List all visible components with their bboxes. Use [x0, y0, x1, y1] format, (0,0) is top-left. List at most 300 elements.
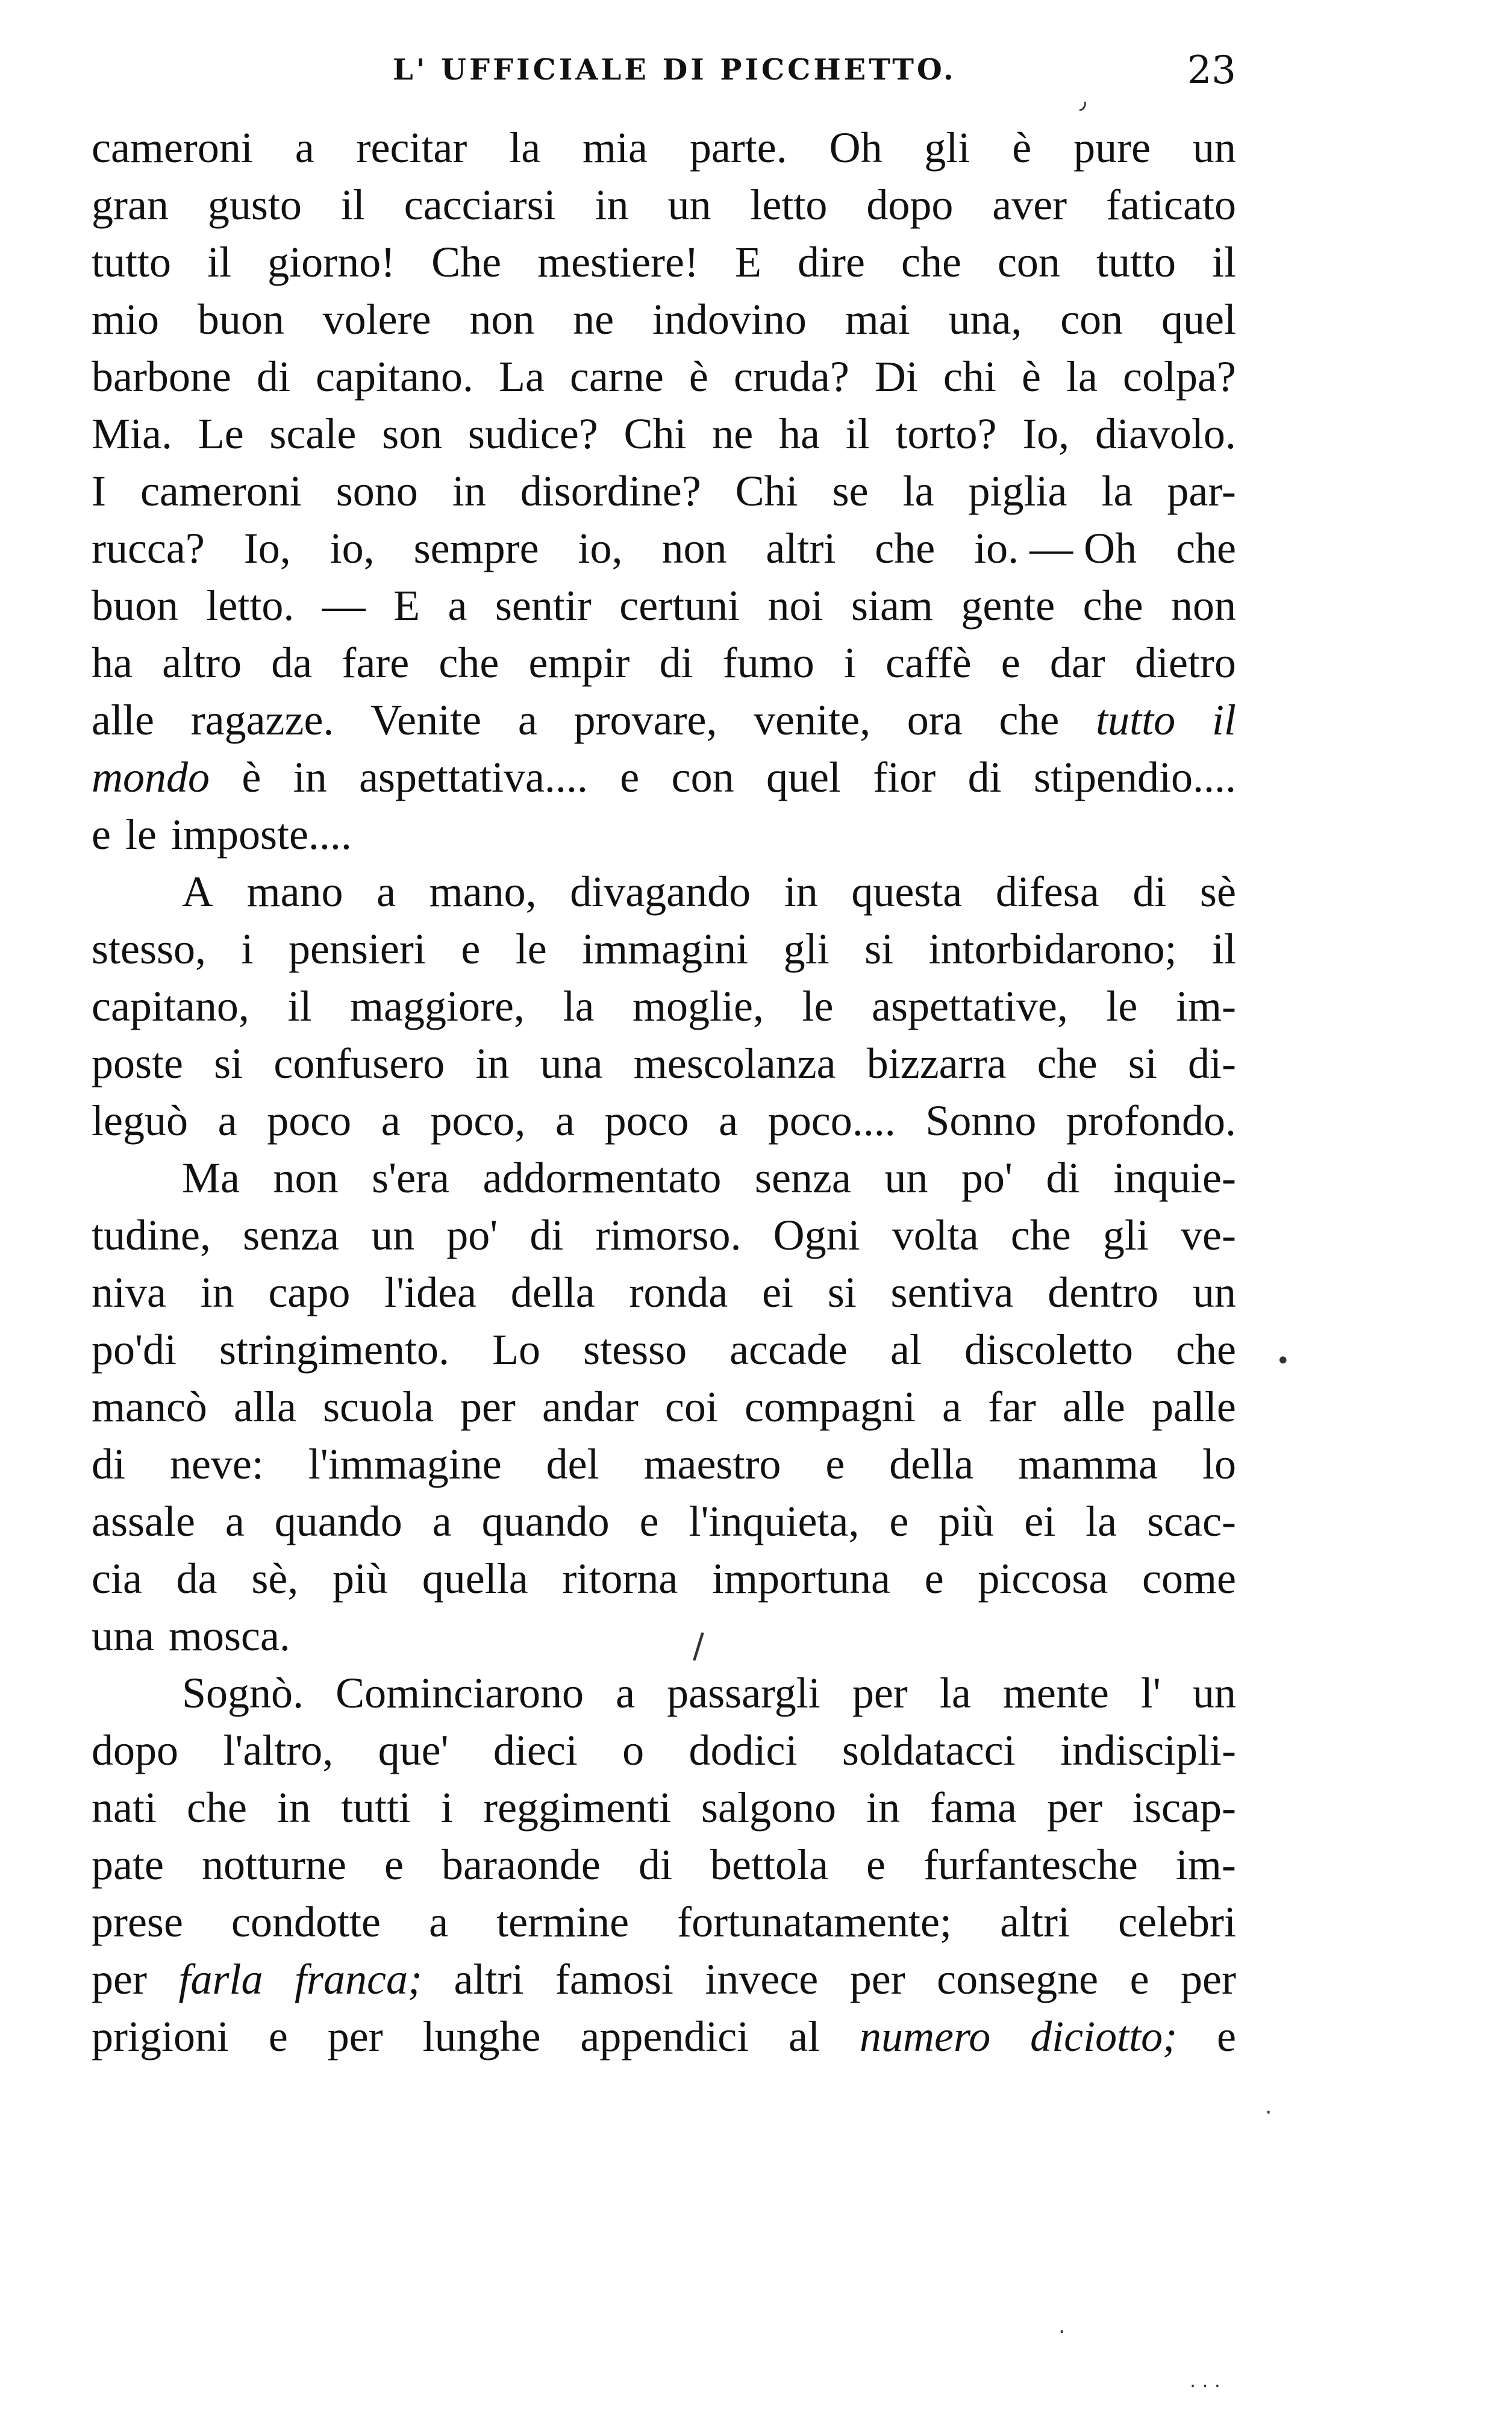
text-line [92, 291, 1236, 348]
word: per [1047, 1783, 1102, 1832]
word: che [901, 238, 961, 286]
word: si [1128, 1039, 1157, 1088]
word: mescolanza [633, 1039, 836, 1088]
word: E [735, 238, 761, 286]
word: prigioni [92, 2012, 229, 2061]
word: un [1192, 1268, 1236, 1316]
word: della [510, 1268, 595, 1316]
word: della [889, 1440, 974, 1488]
word: cruda? [733, 352, 849, 401]
word: scac- [1147, 1497, 1236, 1545]
word: po' [446, 1211, 498, 1259]
word: ronda [629, 1268, 728, 1316]
word: una [540, 1039, 603, 1088]
word: dire [798, 238, 865, 286]
word: quando [274, 1497, 402, 1545]
word: ne [712, 410, 754, 458]
word: la [939, 1669, 971, 1717]
text-line [92, 1951, 1236, 2008]
word: più [939, 1497, 995, 1545]
word: in [475, 1039, 510, 1088]
word: non [469, 295, 535, 343]
word: più [333, 1554, 389, 1603]
word: volta [892, 1211, 979, 1259]
word: ragazze. [190, 696, 334, 744]
text-line [92, 634, 1236, 692]
word: e [924, 1554, 944, 1603]
word: stesso, [92, 925, 207, 973]
word: salgono [701, 1783, 837, 1832]
word: in [595, 181, 629, 229]
word: la [902, 467, 934, 515]
word: un [371, 1211, 415, 1259]
word: con [1060, 295, 1123, 343]
ink-speck: . [1265, 2094, 1272, 2119]
word: il [845, 410, 870, 458]
word: A [182, 868, 213, 916]
word: a [376, 868, 396, 916]
text-line [92, 1722, 1236, 1779]
word: aspettative, [872, 982, 1068, 1030]
text-line [92, 1092, 1236, 1150]
word: bizzarra [866, 1039, 1007, 1088]
word: gli [1102, 1211, 1149, 1259]
word: sentir [495, 581, 592, 630]
word: per [852, 1669, 908, 1717]
word: mestiere! [537, 238, 699, 286]
word: l'altro, [223, 1726, 334, 1774]
word: che [1176, 1325, 1236, 1374]
word: ne [573, 295, 614, 343]
text-line [92, 1894, 1236, 1951]
word: piccosa [978, 1554, 1108, 1603]
text-line [92, 921, 1236, 978]
word: — [322, 581, 366, 630]
word: cacciarsi [404, 181, 556, 229]
word: una, [948, 295, 1022, 343]
text-line [92, 1493, 1236, 1550]
text-line [92, 520, 1236, 577]
word: noi [767, 581, 823, 630]
word: questa [851, 868, 963, 916]
word: diciotto; [1030, 2012, 1178, 2061]
word: a [432, 1497, 452, 1545]
word: leguò [92, 1097, 188, 1145]
word: im- [1175, 1841, 1236, 1889]
word: del [546, 1440, 599, 1488]
word: diavolo. [1095, 410, 1236, 458]
word: sempre [413, 524, 539, 572]
word: immagini [582, 925, 749, 973]
word: o [622, 1726, 645, 1774]
word: reggimenti [483, 1783, 671, 1832]
word: al [789, 2012, 820, 2061]
word: che [1082, 581, 1143, 630]
word: di [638, 1841, 672, 1889]
word: discoletto [964, 1325, 1133, 1374]
word: di [1046, 1154, 1080, 1202]
text-line [92, 749, 1236, 806]
word: barbone [92, 352, 231, 401]
word: Chi [735, 467, 798, 515]
word: dieci [493, 1726, 578, 1774]
word: da [176, 1554, 217, 1603]
word: tutto [92, 238, 172, 286]
word: un [1192, 1669, 1236, 1717]
word: profondo. [1066, 1097, 1236, 1145]
word: gran [92, 181, 169, 229]
word: scale [269, 410, 357, 458]
word: consegne [937, 1955, 1099, 2003]
word: Che [431, 238, 502, 286]
word: gusto [207, 181, 302, 229]
word: certuni [619, 581, 740, 630]
word: letto [750, 181, 828, 229]
word: poco, [430, 1097, 526, 1145]
word: rucca? [92, 524, 205, 572]
word: a [719, 1097, 739, 1145]
word: e [92, 810, 111, 859]
word: tudine, [92, 1211, 211, 1259]
word: che [1010, 1211, 1071, 1259]
word: condotte [231, 1898, 381, 1946]
word: Ma [182, 1154, 240, 1202]
word: sentiva [890, 1268, 1014, 1316]
word: intorbidarono; [928, 925, 1177, 973]
word: disordine? [520, 467, 701, 515]
word: buon [92, 581, 178, 630]
text-line [92, 692, 1236, 749]
word: che [1176, 524, 1236, 572]
text-line [92, 1436, 1236, 1493]
word: importuna [712, 1554, 890, 1603]
word: e [268, 2012, 288, 2061]
word: s'era [372, 1154, 449, 1202]
word: il [287, 982, 312, 1030]
word: per [1181, 1955, 1236, 2003]
word: mancò [92, 1383, 207, 1431]
word: io, [578, 524, 623, 572]
word: l'immagine [308, 1440, 502, 1488]
word: per [92, 1955, 147, 2003]
word: e [825, 1440, 845, 1488]
word: non [1170, 581, 1236, 630]
word: ritorna [562, 1554, 678, 1603]
text-line [92, 1550, 1236, 1607]
word: mosca. [168, 1612, 290, 1660]
word: è [242, 753, 261, 801]
word: venite, [754, 696, 871, 744]
word: di [256, 352, 290, 401]
word: stesso [583, 1325, 687, 1374]
word: Venite [370, 696, 482, 744]
word: fare [342, 639, 410, 687]
word: una [92, 1612, 154, 1660]
word: assale [92, 1497, 195, 1545]
word: la [1066, 352, 1098, 401]
word: il [340, 181, 365, 229]
word: dentro [1048, 1268, 1159, 1316]
text-line [92, 1665, 1236, 1722]
word: e [1217, 2012, 1236, 2061]
word: mano, [429, 868, 537, 916]
word: que' [378, 1726, 449, 1774]
word: alle [1062, 1383, 1125, 1431]
word: a [429, 1898, 449, 1946]
text-line [92, 1379, 1236, 1436]
word: il [1211, 925, 1236, 973]
word: maestro [643, 1440, 781, 1488]
text-line [92, 1207, 1236, 1264]
text-line [92, 577, 1236, 634]
word: difesa [995, 868, 1099, 916]
word: po' [961, 1154, 1013, 1202]
word: non [273, 1154, 339, 1202]
word: di [659, 639, 693, 687]
word: La [498, 352, 545, 401]
text-line [92, 863, 1236, 921]
word: lo [1202, 1440, 1236, 1488]
word: le [515, 925, 547, 973]
word: cameroni [92, 124, 253, 172]
word: imposte.... [170, 810, 352, 859]
word: Oh [829, 124, 883, 172]
word: di [92, 1440, 126, 1488]
word: in [866, 1783, 901, 1832]
word: invece [705, 1955, 819, 2003]
word: poco.... [767, 1097, 896, 1145]
word: buon [197, 295, 284, 343]
word: di [530, 1211, 564, 1259]
word: a [616, 1669, 636, 1717]
word: par- [1167, 467, 1236, 515]
word: Chi [623, 410, 687, 458]
word: i [441, 1783, 454, 1832]
word: mente [1002, 1669, 1109, 1717]
word: stipendio.... [1033, 753, 1236, 801]
word: e [889, 1497, 909, 1545]
word: quel [766, 753, 841, 801]
word: maggiore, [350, 982, 525, 1030]
word: notturne [201, 1841, 346, 1889]
word: un [884, 1154, 928, 1202]
word: palle [1151, 1383, 1236, 1431]
word: scuola [322, 1383, 434, 1431]
word: a [448, 581, 467, 630]
word: mia [583, 124, 648, 172]
word: il [207, 238, 232, 286]
word: ha [92, 639, 133, 687]
word: e [620, 753, 640, 801]
text-line [92, 1150, 1236, 1207]
word: e [461, 925, 481, 973]
word: mai [845, 295, 910, 343]
ink-speck: / [693, 1627, 704, 1666]
word: mondo [92, 753, 210, 801]
word: lunghe [422, 2012, 541, 2061]
word: fama [930, 1783, 1017, 1832]
text-line [92, 1779, 1236, 1836]
word: andar [542, 1383, 639, 1431]
word: pure [1073, 124, 1151, 172]
word: si [827, 1268, 857, 1316]
text-line [92, 119, 1236, 177]
word: provare, [573, 696, 717, 744]
word: alle [92, 696, 154, 744]
text-line [92, 463, 1236, 520]
word: parte. [689, 124, 787, 172]
word: furfantesche [923, 1841, 1138, 1889]
word: empir [528, 639, 630, 687]
word: dodici [689, 1726, 798, 1774]
word: recitar [356, 124, 467, 172]
word: torto? [895, 410, 997, 458]
word: Lo [492, 1325, 541, 1374]
word: con [671, 753, 734, 801]
word: le [125, 810, 157, 859]
word: io. — Oh [974, 524, 1137, 572]
word: per [460, 1383, 516, 1431]
word: siam [851, 581, 933, 630]
word: è [689, 352, 708, 401]
word: in [452, 467, 486, 515]
word: aspettativa.... [359, 753, 588, 801]
word: che [439, 639, 499, 687]
word: che [1037, 1039, 1098, 1088]
word: coi [664, 1383, 718, 1431]
word: Sognò. [182, 1669, 304, 1717]
word: soldatacci [842, 1726, 1016, 1774]
word: Cominciarono [336, 1669, 584, 1717]
word: in [784, 868, 818, 916]
word: i [241, 925, 254, 973]
word: per [327, 2012, 383, 2061]
word: mamma [1018, 1440, 1158, 1488]
word: dietro [1134, 639, 1236, 687]
word: fortunatamente; [677, 1898, 952, 1946]
text-line [92, 177, 1236, 234]
word: quando [481, 1497, 610, 1545]
text-line [92, 2008, 1236, 2065]
word: Ogni [773, 1211, 860, 1259]
text-line [92, 806, 1236, 863]
word: gli [783, 925, 829, 973]
word: senza [754, 1154, 851, 1202]
word: pate [92, 1841, 164, 1889]
word: e [1129, 1955, 1149, 2003]
word: senza [243, 1211, 339, 1259]
word: a [295, 124, 314, 172]
word: rimorso. [595, 1211, 742, 1259]
word: po'di [92, 1325, 177, 1374]
word: in [200, 1268, 234, 1316]
word: io, [330, 524, 375, 572]
word: E [393, 581, 420, 630]
word: iscap- [1132, 1783, 1236, 1832]
word: e [1001, 639, 1020, 687]
word: inquie- [1113, 1154, 1236, 1202]
word: nati [92, 1783, 157, 1832]
word: mano [246, 868, 343, 916]
word: celebri [1118, 1898, 1236, 1946]
word: sono [336, 467, 418, 515]
word: il [1211, 238, 1236, 286]
word: passargli [667, 1669, 820, 1717]
word: è [1021, 352, 1041, 401]
word: Mia. [92, 410, 172, 458]
word: sè [1199, 868, 1236, 916]
word: pensieri [288, 925, 426, 973]
word: di- [1188, 1039, 1236, 1088]
text-line [92, 978, 1236, 1035]
word: ha [779, 410, 820, 458]
word: di [1132, 868, 1167, 916]
word: a [225, 1497, 245, 1545]
word: in [293, 753, 327, 801]
word: tutto [1096, 696, 1176, 744]
word: come [1142, 1554, 1236, 1603]
word: si [214, 1039, 243, 1088]
word: ei [1024, 1497, 1056, 1545]
word: farla [178, 1955, 263, 2003]
word: l'idea [384, 1268, 477, 1316]
ink-speck: ٫ [1079, 89, 1087, 114]
word: im- [1175, 982, 1236, 1030]
word: Le [198, 410, 244, 458]
word: Io, [243, 524, 291, 572]
word: bettola [710, 1841, 828, 1889]
word: indiscipli- [1060, 1726, 1236, 1774]
word: divagando [570, 868, 751, 916]
word: la [1086, 1497, 1117, 1545]
word: carne [569, 352, 664, 401]
word: confusero [273, 1039, 445, 1088]
word: termine [496, 1898, 629, 1946]
word: ve- [1181, 1211, 1236, 1259]
word: chi [943, 352, 996, 401]
word: appendici [580, 2012, 749, 2061]
word: a [942, 1383, 961, 1431]
word: sudice? [467, 410, 598, 458]
word: un [667, 181, 711, 229]
word: quella [422, 1554, 528, 1603]
word: niva [92, 1268, 166, 1316]
word: la [1101, 467, 1133, 515]
word: al [890, 1325, 922, 1374]
word: gente [961, 581, 1055, 630]
word: che [187, 1783, 247, 1832]
word: da [271, 639, 313, 687]
word: con [997, 238, 1060, 286]
word: prese [92, 1898, 183, 1946]
body-text [92, 119, 1236, 2065]
word: far [987, 1383, 1036, 1431]
word: dopo [866, 181, 954, 229]
word: Di [874, 352, 918, 401]
word: alla [233, 1383, 296, 1431]
word: famosi [555, 1955, 673, 2003]
word: poco [267, 1097, 352, 1145]
word: son [382, 410, 443, 458]
word: Io, [1022, 410, 1070, 458]
page-header [92, 48, 1236, 101]
word: dopo [92, 1726, 178, 1774]
word: colpa? [1123, 352, 1236, 401]
text-line [92, 1264, 1236, 1321]
text-line [92, 348, 1236, 405]
word: altri [1000, 1898, 1070, 1946]
word: altri [454, 1955, 524, 2003]
